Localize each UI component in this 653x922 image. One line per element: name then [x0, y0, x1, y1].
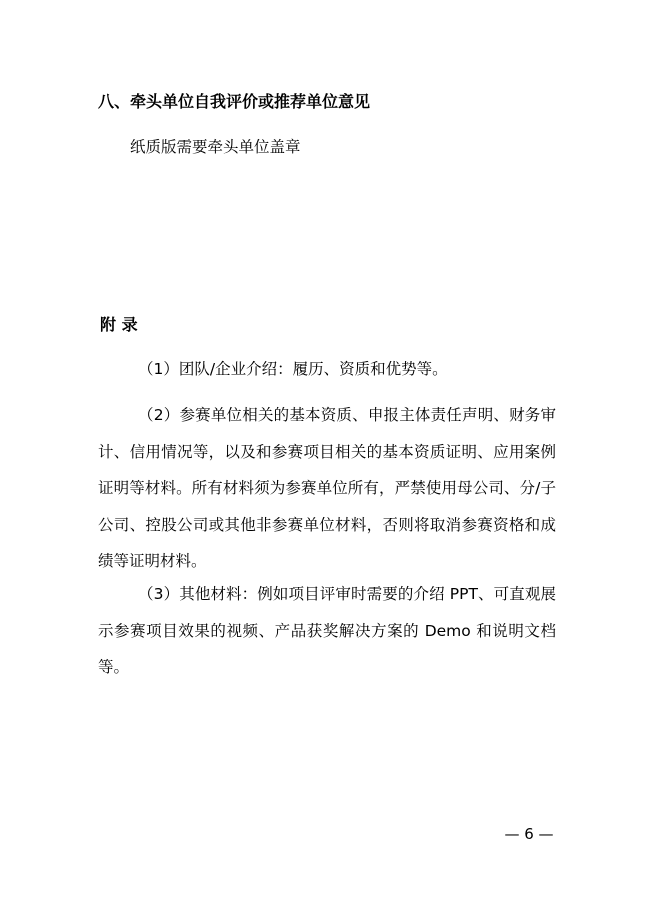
appendix-heading: 附 录 — [100, 315, 138, 334]
appendix-item-3: （3）其他材料：例如项目评审时需要的介绍 PPT、可直观展示参赛项目效果的视频、产品获奖解决方案的 Demo 和说明文档等。 — [98, 585, 556, 676]
section-note: 纸质版需要牵头单位盖章 — [130, 138, 301, 156]
page-number: — 6 — — [504, 825, 554, 843]
section-heading: 八、牵头单位自我评价或推荐单位意见 — [98, 92, 371, 111]
appendix-item-1: （1）团队/企业介绍：履历、资质和优势等。 — [138, 360, 448, 378]
appendix-item-2: （2）参赛单位相关的基本资质、申报主体责任声明、财务审计、信用情况等，以及和参赛项目相关的基本资质证明、应用案例证明等材料。所有材料须为参赛单位所有，严禁使用母公司、分/子公司、控股公司或其他非参赛单位材料，否则将取消参赛资格和成绩等证明材料。 — [98, 406, 556, 570]
